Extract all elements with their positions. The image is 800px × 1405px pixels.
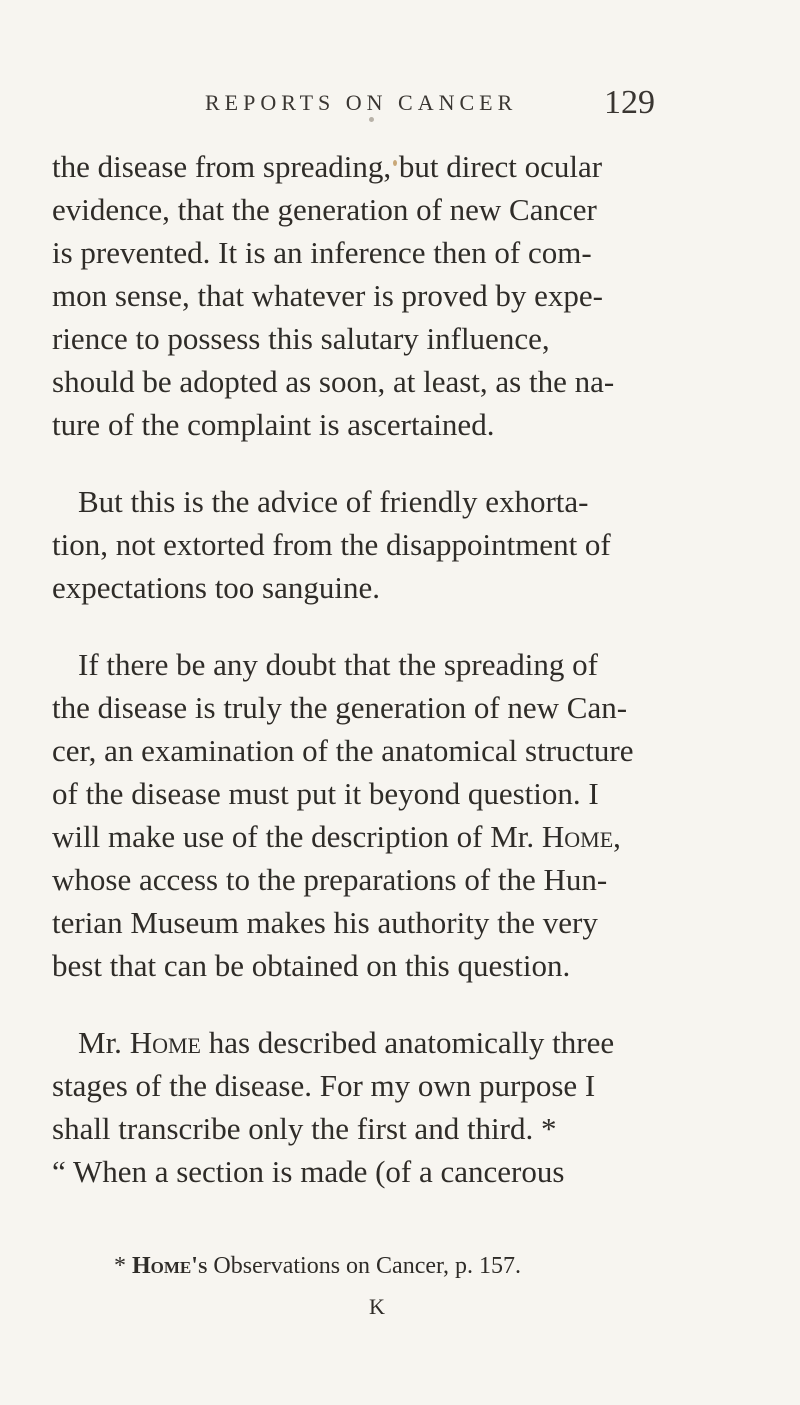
text-line-with-name [52,1021,752,1064]
page-header [0,80,800,130]
text-line: stages of the disease. For my own purpose I [52,1068,596,1103]
text-line: tion, not extorted from the disappointment of [52,527,611,562]
text-line: cer, an examination of the anatomical structure [52,733,634,768]
text-line: mon sense, that whatever is proved by expe- [52,278,603,313]
text-line: expectations too sanguine. [52,570,380,605]
text-fragment: will make use of the description of Mr. [52,819,542,854]
text-line: whose access to the preparations of the Hun- [52,862,608,897]
paragraph-2 [52,480,752,609]
text-line: evidence, that the generation of new Cancer [52,192,597,227]
text-line: is prevented. It is an inference then of com- [52,235,592,270]
running-head: REPORTS ON CANCER [205,90,518,115]
text-line: If there be any doubt that the spreading of [78,647,598,682]
text-line: terian Museum makes his authority the very [52,905,598,940]
text-line: should be adopted as soon, at least, as the na- [52,364,615,399]
text-line: best that can be obtained on this question. [52,948,571,983]
paragraph-4 [52,1021,752,1193]
text-fragment: Mr. [78,1025,130,1060]
footnote-marker: * [114,1253,132,1279]
text-line: shall transcribe only the first and third. * [52,1111,557,1146]
body-text [52,145,752,1193]
text-line: rience to possess this salutary influence, [52,321,550,356]
text-line: the disease is truly the generation of new Can- [52,690,628,725]
author-name: Home [129,1025,201,1060]
text-line: ture of the complaint is ascertained. [52,407,495,442]
text-fragment: , [613,819,621,854]
paragraph-1 [52,145,752,446]
signature-mark: K [369,1294,385,1319]
text-line: the disease from spreading, but direct ocular [52,149,603,184]
footnote-text: Observations on Cancer, p. 157. [207,1253,522,1279]
paragraph-3 [52,643,752,987]
author-name: Home [541,819,614,854]
footnote [114,1253,521,1280]
footnote-author: Home's [132,1253,208,1279]
text-line-with-name [52,815,752,858]
text-line: “ When a section is made (of a cancerous [52,1154,565,1189]
text-line: of the disease must put it beyond question. I [52,776,599,811]
text-line: But this is the advice of friendly exhorta- [78,484,589,519]
page-number: 129 [604,84,655,121]
text-fragment: has described anatomically three [200,1025,615,1060]
